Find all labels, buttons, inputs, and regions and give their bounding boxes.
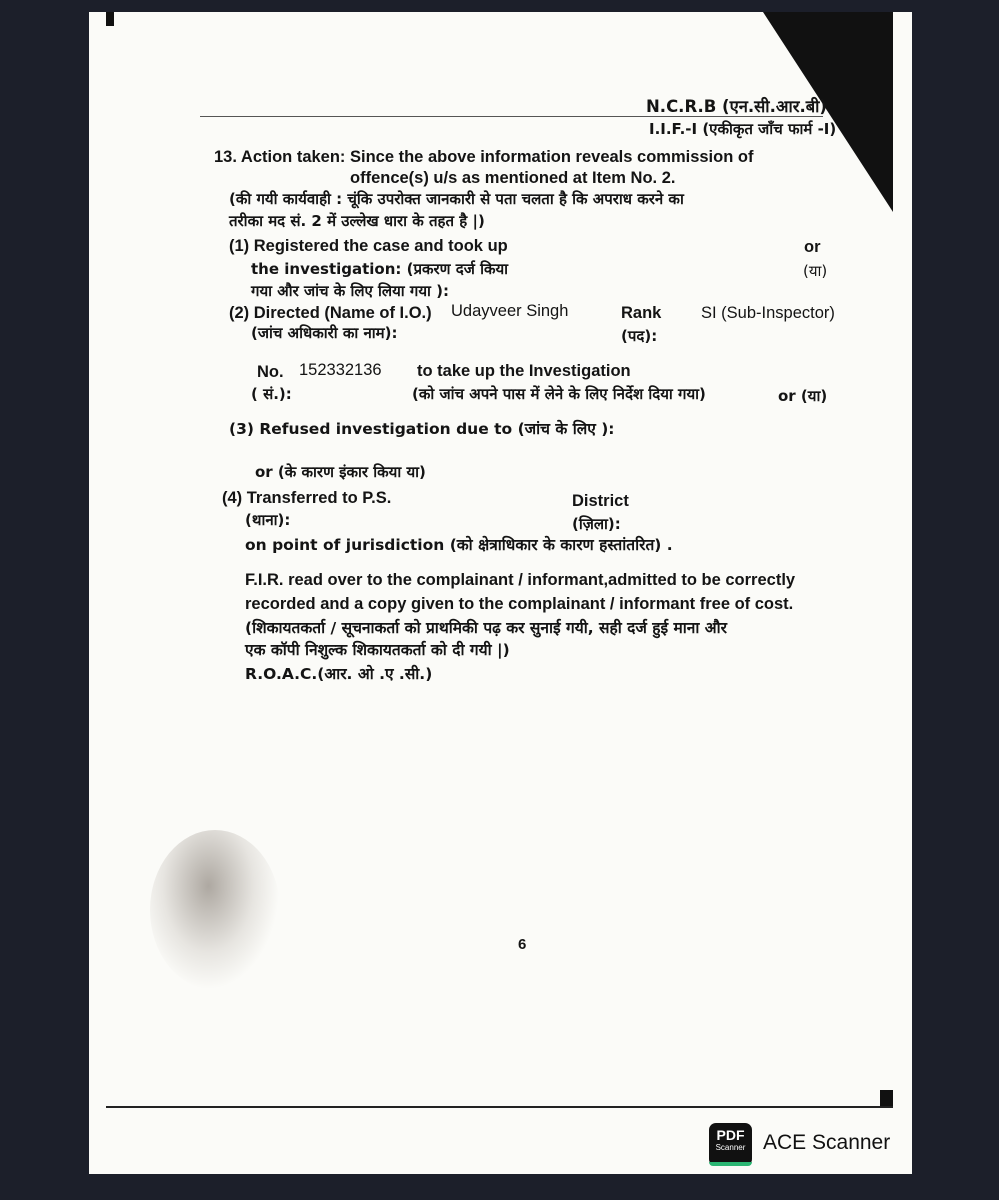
no-label-hindi: ( सं.): <box>251 385 292 403</box>
item4-label-hindi: (थाना): <box>245 511 291 529</box>
jurisdiction-text: on point of jurisdiction (को क्षेत्राधिकार के कारण हस्तांतरित) . <box>245 536 673 554</box>
item2-label-hindi: (जांच अधिकारी का नाम): <box>251 324 398 342</box>
rank-label: Rank <box>621 304 662 322</box>
io-name: Udayveer Singh <box>451 302 569 320</box>
item2-label: (2) Directed (Name of I.O.) <box>229 304 432 322</box>
rank-value: SI (Sub-Inspector) <box>701 304 835 322</box>
logo-accent-bar <box>709 1162 752 1166</box>
item3-line2: or (के कारण इंकार किया या) <box>255 463 426 481</box>
item1-line1: (1) Registered the case and took up <box>229 237 508 255</box>
take-up-hindi: (को जांच अपने पास में लेने के लिए निर्देश दिया गया) <box>412 385 706 403</box>
item1-or: or <box>804 238 821 256</box>
district-label-hindi: (ज़िला): <box>572 515 621 533</box>
scan-bottom-edge <box>106 1106 893 1108</box>
section-13-line1: 13. Action taken: Since the above information reveals commission of <box>214 148 754 166</box>
smudge-mark <box>150 830 280 990</box>
item1-or-hindi: (या) <box>803 262 828 280</box>
section-13-hindi1: (की गयी कार्यवाही : चूंकि उपरोक्त जानकारी से पता चलता है कि अपराध करने का <box>229 190 684 208</box>
item1-line3: गया और जांच के लिए लिया गया ): <box>251 282 450 300</box>
item1-line2: the investigation: (प्रकरण दर्ज किया <box>251 260 509 278</box>
fir-hindi1: (शिकायतकर्ता / सूचनाकर्ता को प्राथमिकी पढ़ कर सुनाई गयी, सही दर्ज हुई माना और <box>245 619 727 637</box>
fir-line1: F.I.R. read over to the complainant / informant,admitted to be correctly <box>245 571 796 589</box>
rank-label-hindi: (पद): <box>621 327 658 345</box>
header-form: I.I.F.-I (एकीकृत जाँच फार्म -I) <box>649 120 837 138</box>
pdf-scanner-logo-icon <box>709 1123 752 1166</box>
item2-or: or (या) <box>778 387 828 405</box>
section-13-hindi2: तरीका मद सं. 2 में उल्लेख धारा के तहत है |) <box>229 212 485 230</box>
section-13-line2: offence(s) u/s as mentioned at Item No. 2. <box>350 169 676 187</box>
page-number: 6 <box>518 936 527 953</box>
header-rule <box>200 116 823 117</box>
no-value: 152332136 <box>299 361 382 379</box>
fir-hindi2: एक कॉपी निशुल्क शिकायतकर्ता को दी गयी |) <box>245 641 510 659</box>
logo-text-bottom: Scanner <box>715 1143 746 1152</box>
logo-text-top: PDF <box>716 1127 745 1143</box>
no-label: No. <box>257 363 284 381</box>
roac-text: R.O.A.C.(आर. ओ .ए .सी.) <box>245 665 433 683</box>
item3-line1: (3) Refused investigation due to (जांच के लिए ): <box>229 420 615 438</box>
scan-edge-mark <box>106 12 114 26</box>
take-up-text: to take up the Investigation <box>417 362 631 380</box>
scanner-app-name: ACE Scanner <box>763 1131 891 1154</box>
fir-line2: recorded and a copy given to the complainant / informant free of cost. <box>245 595 794 613</box>
header-org: N.C.R.B (एन.सी.आर.बी) <box>646 97 827 116</box>
item4-label: (4) Transferred to P.S. <box>222 489 392 507</box>
district-label: District <box>572 492 629 510</box>
